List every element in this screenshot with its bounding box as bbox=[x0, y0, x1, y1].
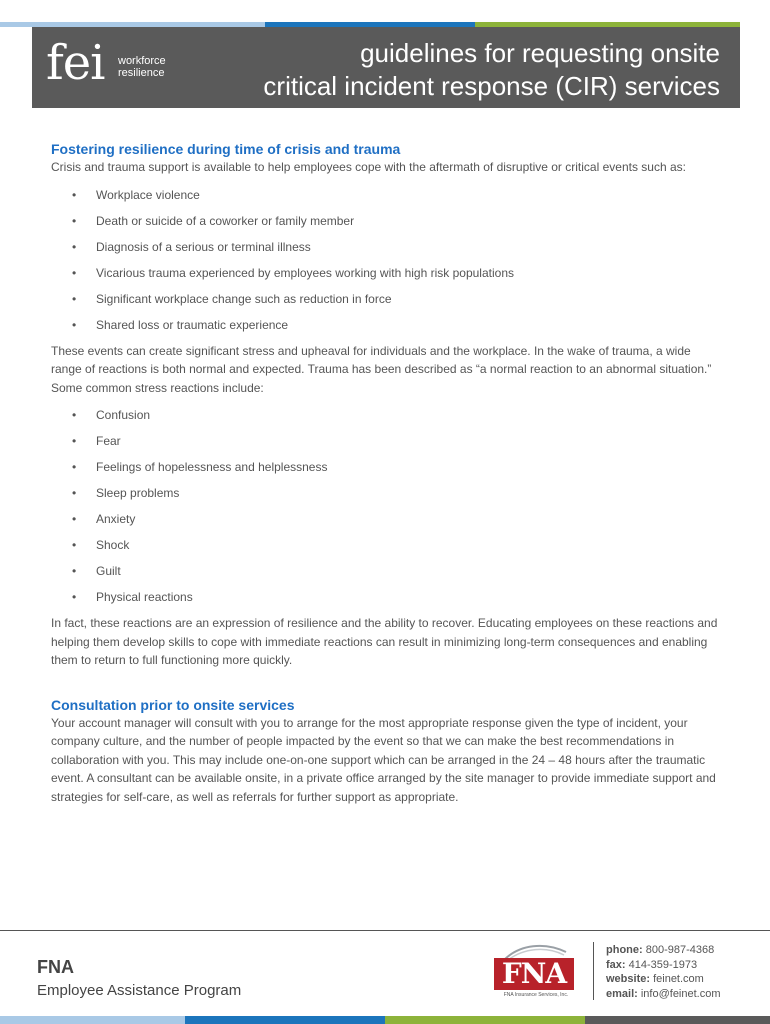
stripe-segment-green bbox=[385, 1016, 585, 1024]
phone-value[interactable]: 800-987-4368 bbox=[645, 944, 715, 956]
list-item: • Fear bbox=[51, 428, 721, 454]
contact-email bbox=[606, 987, 721, 1002]
page-title-line-2: critical incident response (CIR) services bbox=[263, 71, 720, 101]
header-banner bbox=[32, 27, 740, 108]
section-heading-consultation: Consultation prior to onsite services bbox=[51, 696, 295, 713]
fax-value: 414-359-1973 bbox=[628, 958, 698, 971]
email-link[interactable]: info@feinet.com bbox=[640, 987, 721, 1000]
footer-divider bbox=[0, 930, 770, 931]
reactions-intro-paragraph: These events can create significant stress and upheaval for individuals and the workplace. In the wake of trauma, a wide range of reactions is both normal and expected. Trauma has been described as “a normal reaction to an abnormal situation.” Some common stress reactions include: bbox=[51, 343, 712, 395]
list-item: • Sleep problems bbox=[51, 480, 721, 506]
stripe-segment-gray bbox=[585, 1016, 770, 1024]
contact-fax bbox=[606, 958, 721, 973]
closing-paragraph: In fact, these reactions are an expression of resilience and the ability to recover. Educating employees on these reactions and helping them develop skills to cope with immediate reactions can result in minimizing long-term consequences and enabling them to return to full functioning more quickly. bbox=[51, 616, 718, 667]
fei-logo: fei bbox=[46, 35, 105, 91]
page-title bbox=[263, 37, 720, 103]
intro-paragraph: Crisis and trauma support is available to help employees cope with the aftermath of disruptive or critical events such as: bbox=[51, 160, 686, 174]
section-heading-resilience: Fostering resilience during time of crisis and trauma bbox=[51, 141, 401, 157]
list-item: • Guilt bbox=[51, 558, 721, 584]
contact-label: fax: bbox=[606, 958, 626, 971]
list-item: • Diagnosis of a serious or terminal illness bbox=[51, 234, 721, 260]
contact-label: phone: bbox=[606, 944, 643, 956]
list-item: • Shared loss or traumatic experience bbox=[51, 312, 721, 338]
page-title-line-1: guidelines for requesting onsite bbox=[360, 38, 720, 68]
footer-title: FNA bbox=[37, 957, 74, 977]
fna-logo bbox=[494, 940, 578, 1002]
logo-tagline-line-2: resilience bbox=[118, 67, 165, 79]
contact-phone bbox=[606, 943, 721, 958]
reactions-list bbox=[51, 402, 721, 610]
contact-label: website: bbox=[606, 973, 651, 985]
contact-label: email: bbox=[606, 987, 638, 1000]
list-item: • Death or suicide of a coworker or family member bbox=[51, 208, 721, 234]
website-link[interactable]: feinet.com bbox=[653, 973, 704, 985]
list-item: • Physical reactions bbox=[51, 584, 721, 610]
list-item: • Shock bbox=[51, 532, 721, 558]
document-body bbox=[51, 140, 721, 806]
stripe-segment-blue bbox=[185, 1016, 385, 1024]
events-list bbox=[51, 182, 721, 338]
list-item: • Workplace violence bbox=[51, 182, 721, 208]
contact-website bbox=[606, 972, 721, 987]
fna-logo-caption: FNA Insurance Services, Inc. bbox=[503, 992, 569, 998]
stripe-segment-light-blue bbox=[0, 1016, 185, 1024]
footer-vertical-divider bbox=[593, 942, 594, 1000]
list-item: • Confusion bbox=[51, 402, 721, 428]
list-item: • Vicarious trauma experienced by employees working with high risk populations bbox=[51, 260, 721, 286]
fei-logo-tagline bbox=[118, 55, 166, 79]
bottom-color-stripe bbox=[0, 1016, 770, 1024]
consultation-paragraph: Your account manager will consult with you to arrange for the most appropriate response given the type of incident, your company culture, and the number of people impacted by the event so that we can make the best recommendations in collaboration with you. This may include one-on-one support which can be arranged in the 24 – 48 hours after the traumatic event. A consultant can be available onsite, in a private office arranged by the site manager to provide immediate support and strategies for self-care, as well as referrals for further support as appropriate. bbox=[51, 715, 716, 804]
section-spacer bbox=[51, 670, 721, 696]
list-item: • Feelings of hopelessness and helplessness bbox=[51, 454, 721, 480]
logo-tagline-line-1: workforce bbox=[118, 55, 166, 67]
footer-subtitle: Employee Assistance Program bbox=[37, 982, 242, 999]
list-item: • Anxiety bbox=[51, 506, 721, 532]
fna-logo-mark: FNA bbox=[494, 958, 574, 990]
contact-info bbox=[606, 943, 721, 1001]
list-item: • Significant workplace change such as reduction in force bbox=[51, 286, 721, 312]
